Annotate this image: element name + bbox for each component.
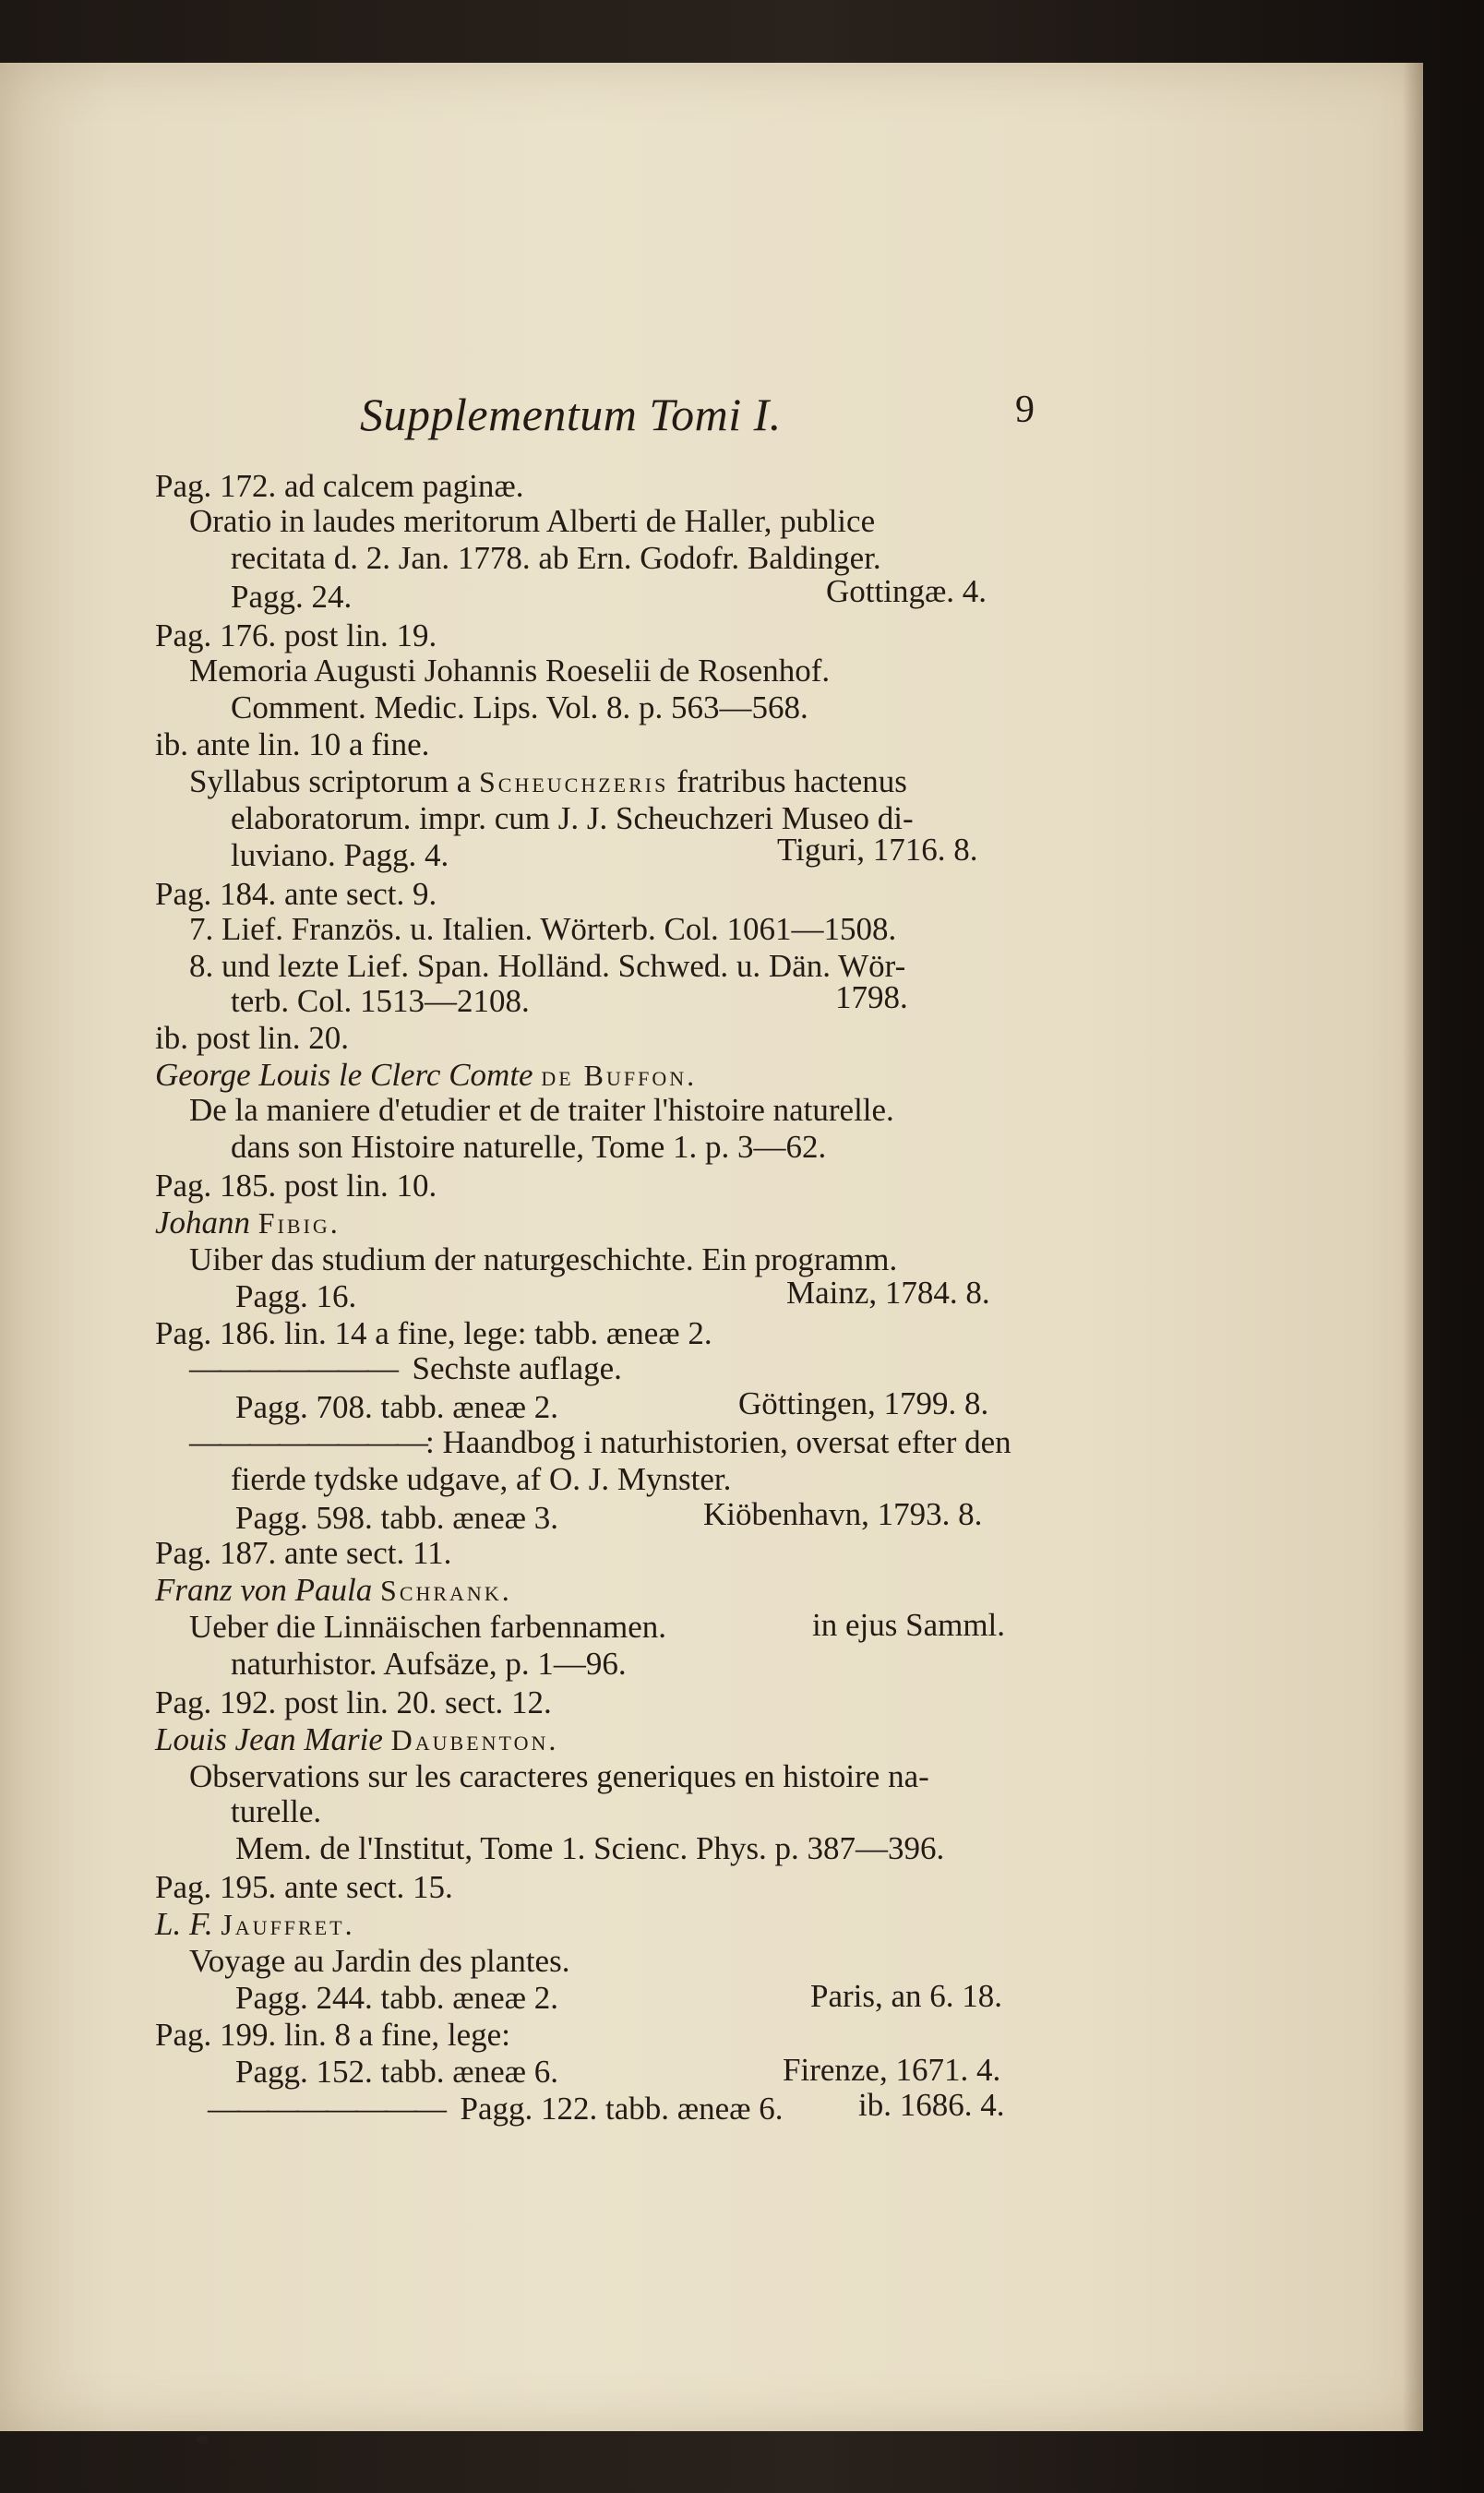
line-text: Mem. de l'Institut, Tome 1. Scienc. Phys. p. 387—396. xyxy=(235,1830,945,1866)
line-text: 1798. xyxy=(835,979,908,1015)
line-text: Mainz, 1784. 8. xyxy=(786,1275,990,1311)
page-edge-shadow xyxy=(1403,63,1423,2431)
text-line xyxy=(155,875,437,914)
line-text: luviano. Pagg. 4. xyxy=(231,837,449,873)
line-text: turelle. xyxy=(231,1793,322,1829)
line-text: Firenze, 1671. 4. xyxy=(783,2052,1001,2088)
line-text: Pagg. 598. tabb. æneæ 3. xyxy=(235,1500,558,1536)
line-text: Syllabus scriptorum a xyxy=(189,763,472,799)
text-line xyxy=(189,502,875,541)
line-text: : Haandbog i naturhistorien, oversat efter den xyxy=(425,1424,1011,1460)
text-line xyxy=(231,578,352,617)
text-line xyxy=(235,1829,944,1868)
line-text: ib. 1686. 4. xyxy=(858,2087,1005,2123)
line-text: Pagg. 152. tabb. æneæ 6. xyxy=(235,2054,558,2090)
text-line xyxy=(155,1534,451,1573)
line-text: Pagg. 122. tabb. æneæ 6. xyxy=(460,2091,784,2127)
text-line xyxy=(155,725,429,764)
line-text: Memoria Augusti Johannis Roeselii de Rosenhof. xyxy=(189,653,831,689)
line-text: Comment. Medic. Lips. Vol. 8. p. 563—568. xyxy=(231,689,808,725)
text-line xyxy=(189,1423,1011,1462)
author-name: L. F. xyxy=(155,1906,213,1942)
line-text: 7. Lief. Französ. u. Italien. Wörterb. Col. 1061—1508. xyxy=(189,911,897,947)
line-text: 8. und lezte Lief. Span. Holländ. Schwed. u. Dän. Wör- xyxy=(189,948,906,984)
line-text: Pagg. 244. tabb. æneæ 2. xyxy=(235,1980,558,2016)
author-smallcaps: Daubenton. xyxy=(390,1723,559,1756)
line-text: fratribus hactenus xyxy=(676,763,907,799)
line-text: Pagg. 708. tabb. æneæ 2. xyxy=(235,1389,558,1425)
imprint-right xyxy=(786,1274,990,1312)
line-text: terb. Col. 1513—2108. xyxy=(231,983,530,1019)
line-text: Pag. 184. ante sect. 9. xyxy=(155,876,437,912)
author-smallcaps: Scheuchzeris xyxy=(479,765,669,798)
imprint-right xyxy=(835,978,908,1017)
author-smallcaps: de Buffon. xyxy=(541,1059,698,1092)
line-text: Pag. 186. lin. 14 a fine, lege: tabb. æneæ 2. xyxy=(155,1315,712,1351)
text-line xyxy=(155,1868,453,1907)
line-text: Pag. 172. ad calcem paginæ. xyxy=(155,468,524,504)
text-line xyxy=(189,652,830,690)
line-text: Uiber das studium der naturgeschichte. Ein programm. xyxy=(189,1241,898,1277)
text-line xyxy=(155,617,437,655)
imprint-right xyxy=(826,572,987,611)
running-title: Supplementum Tomi I. xyxy=(360,389,782,440)
text-line xyxy=(235,1979,558,2018)
text-line xyxy=(189,1942,569,1981)
line-text: in ejus Samml. xyxy=(812,1607,1006,1643)
imprint-right xyxy=(810,1977,1002,2016)
author-smallcaps: Schrank. xyxy=(380,1574,512,1607)
line-text: ib. post lin. 20. xyxy=(155,1020,350,1056)
text-line xyxy=(155,1684,552,1722)
line-text: fierde tydske udgave, af O. J. Mynster. xyxy=(231,1461,732,1497)
text-line xyxy=(235,1499,558,1538)
text-line xyxy=(155,1167,437,1205)
line-text: naturhistor. Aufsäze, p. 1—96. xyxy=(231,1646,627,1682)
line-text: Pag. 195. ante sect. 15. xyxy=(155,1869,453,1905)
line-text: Pag. 192. post lin. 20. sect. 12. xyxy=(155,1684,552,1720)
author-name: Louis Jean Marie xyxy=(155,1721,383,1757)
author-name: Johann xyxy=(155,1205,251,1241)
line-text: dans son Histoire naturelle, Tome 1. p. 3—62. xyxy=(231,1129,827,1165)
text-line xyxy=(231,689,808,727)
text-line xyxy=(231,1128,826,1167)
imprint-right xyxy=(738,1384,988,1423)
text-line xyxy=(189,762,907,801)
text-line xyxy=(231,1645,627,1684)
running-head xyxy=(0,323,1423,440)
line-text: Pag. 185. post lin. 10. xyxy=(155,1168,437,1204)
text-line xyxy=(155,2016,510,2055)
author-name: Franz von Paula xyxy=(155,1572,373,1608)
text-line xyxy=(155,1905,355,1944)
line-text: Pagg. 16. xyxy=(235,1278,357,1314)
text-line xyxy=(155,1019,349,1058)
line-text: Oratio in laudes meritorum Alberti de Haller, publice xyxy=(189,503,876,539)
line-text: Voyage au Jardin des plantes. xyxy=(189,1943,570,1979)
repeat-dash: ———————— xyxy=(189,1424,425,1460)
repeat-dash: ——————— xyxy=(189,1350,396,1386)
imprint-right xyxy=(703,1495,982,1534)
author-smallcaps: Fibig. xyxy=(257,1206,341,1240)
imprint-right xyxy=(777,831,978,869)
line-text: Kiöbenhavn, 1793. 8. xyxy=(703,1496,983,1532)
text-line xyxy=(189,947,905,986)
text-line xyxy=(189,1608,666,1647)
text-line xyxy=(155,1056,697,1095)
author-smallcaps: Jauffret. xyxy=(221,1908,355,1941)
page-number: 9 xyxy=(1015,389,1035,431)
text-line xyxy=(155,1314,712,1353)
line-text: Sechste auflage. xyxy=(412,1350,622,1386)
text-line xyxy=(235,2053,558,2091)
line-text: De la maniere d'etudier et de traiter l'histoire naturelle. xyxy=(189,1092,894,1128)
text-line xyxy=(155,1204,341,1242)
line-text: elaboratorum. impr. cum J. J. Scheuchzeri Museo di- xyxy=(231,800,914,836)
text-line xyxy=(235,1388,558,1427)
text-line xyxy=(231,982,530,1021)
line-text: Pag. 176. post lin. 19. xyxy=(155,617,437,653)
line-text: Paris, an 6. 18. xyxy=(810,1978,1003,2014)
line-text: Pagg. 24. xyxy=(231,579,353,615)
line-text: recitata d. 2. Jan. 1778. ab Ern. Godofr. Baldinger. xyxy=(231,540,881,576)
repeat-dash: ———————— xyxy=(208,2091,444,2127)
text-line xyxy=(189,1349,622,1388)
line-text: Tiguri, 1716. 8. xyxy=(777,832,978,868)
line-text: Göttingen, 1799. 8. xyxy=(738,1385,989,1421)
line-text: Ueber die Linnäischen farbennamen. xyxy=(189,1609,666,1645)
text-line xyxy=(189,1757,929,1796)
text-line xyxy=(231,1792,321,1831)
text-line xyxy=(208,2090,783,2128)
text-line xyxy=(235,1277,356,1316)
imprint-right xyxy=(783,2051,1000,2090)
text-line xyxy=(231,1460,731,1499)
text-line xyxy=(231,539,881,578)
text-line xyxy=(155,467,523,506)
line-text: Pag. 187. ante sect. 11. xyxy=(155,1535,452,1571)
text-line xyxy=(155,1571,512,1610)
line-text: Gottingæ. 4. xyxy=(826,573,987,609)
line-text: Observations sur les caracteres generiques en histoire na- xyxy=(189,1758,929,1794)
text-line xyxy=(189,1091,894,1130)
text-line xyxy=(189,910,896,949)
imprint-right xyxy=(812,1606,1005,1645)
text-line xyxy=(231,836,449,875)
text-line xyxy=(155,1720,558,1759)
line-text: Pag. 199. lin. 8 a fine, lege: xyxy=(155,2017,510,2053)
author-name: George Louis le Clerc Comte xyxy=(155,1057,533,1093)
book-page xyxy=(0,63,1423,2431)
line-text: ib. ante lin. 10 a fine. xyxy=(155,726,430,762)
imprint-right xyxy=(858,2086,1004,2125)
ink-smudge xyxy=(196,2435,209,2444)
